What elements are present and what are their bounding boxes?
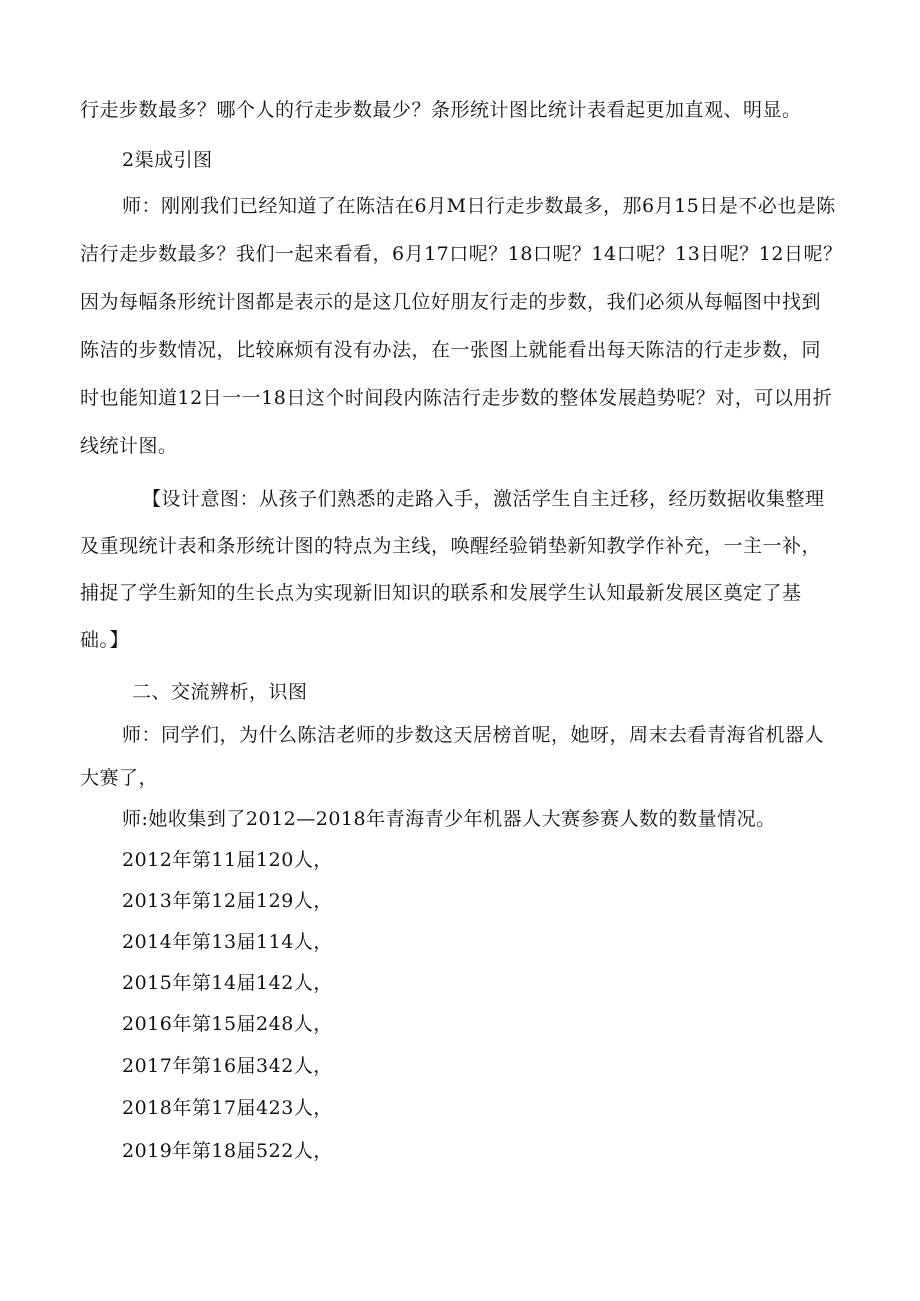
paragraph-line: 线统计图。 (80, 435, 178, 457)
record-line: 2013年第12届129人， (122, 890, 333, 912)
record-line: 2017年第16届342人， (122, 1055, 333, 1077)
design-intent-line: 础。】 (80, 629, 130, 651)
design-intent-line: 及重现统计表和条形统计图的特点为主线，唤醒经验销垫新知教学作补充，一主一补， (80, 535, 822, 557)
record-line: 2016年第15届248人， (122, 1013, 333, 1035)
record-line: 2018年第17届423人， (122, 1097, 333, 1119)
paragraph-line: 时也能知道12日一一18日这个时间段内陈洁行走步数的整体发展趋势呢？对，可以用折 (80, 387, 833, 409)
paragraph-line: 师：刚刚我们已经知道了在陈洁在6月M日行走步数最多，那6月15日是不必也是陈 (122, 195, 836, 217)
section-heading: 二、交流辨析，识图 (132, 681, 308, 703)
paragraph-line: 洁行走步数最多？我们一起来看看，6月17口呢？18口呢？14口呢？13日呢？12日呢？ (80, 243, 843, 265)
paragraph-line: 陈洁的步数情况，比较麻烦有没有办法，在一张图上就能看出每天陈洁的行走步数，同 (80, 339, 822, 361)
record-line: 2014年第13届114人， (122, 931, 333, 953)
paragraph-line: 大赛了， (80, 767, 159, 789)
paragraph-line: 师：同学们，为什么陈洁老师的步数这天居榜首呢，她呀，周末去看青海省机器人 (122, 724, 825, 746)
paragraph-line: 因为每幅条形统计图都是表示的是这几位好朋友行走的步数，我们必须从每幅图中找到 (80, 291, 822, 313)
record-line: 2019年第18届522人， (122, 1140, 333, 1162)
record-line: 2015年第14届142人， (122, 972, 333, 994)
design-intent-line: 【设计意图：从孩子们熟悉的走路入手，激活学生自主迁移，经历数据收集整理 (142, 488, 825, 510)
paragraph-line: 行走步数最多？哪个人的行走步数最少？条形统计图比统计表看起更加直观、明显。 (80, 99, 802, 121)
section-heading: 2渠成引图 (122, 149, 213, 171)
design-intent-line: 捕捉了学生新知的生长点为实现新旧知识的联系和发展学生认知最新发展区奠定了基 (80, 582, 802, 604)
paragraph-line: 师:她收集到了2012—2018年青海青少年机器人大赛参赛人数的数量情况。 (122, 808, 776, 830)
record-line: 2012年第11届120人， (122, 849, 333, 871)
